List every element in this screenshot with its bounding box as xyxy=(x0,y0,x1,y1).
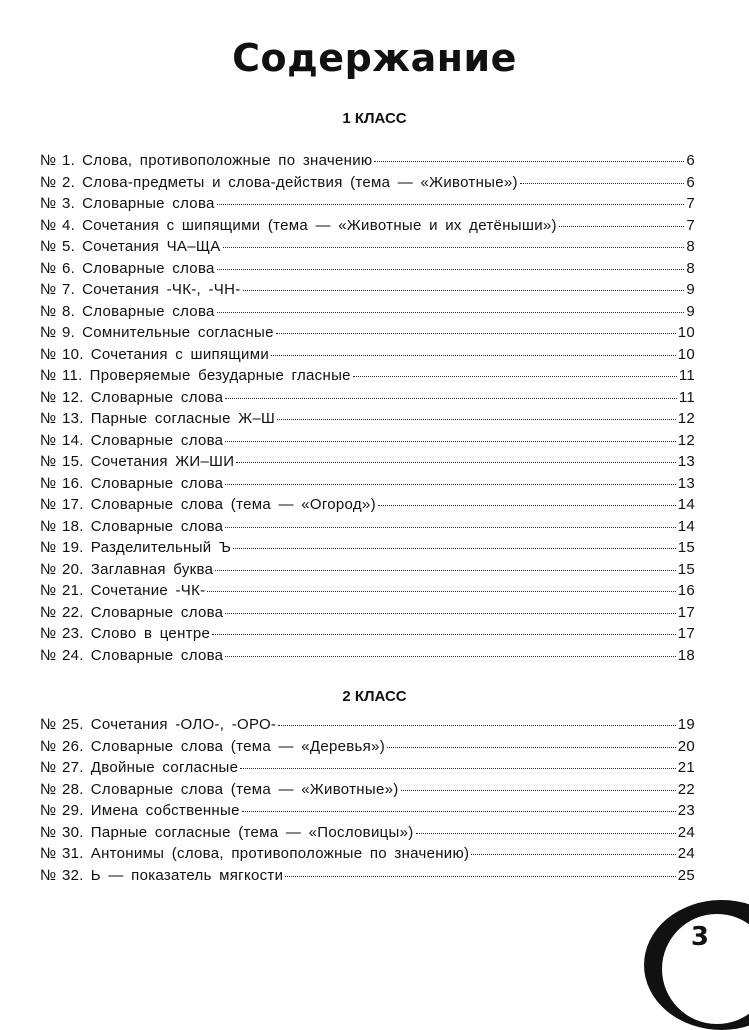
toc-number-symbol: № xyxy=(40,845,57,862)
toc-entry xyxy=(40,303,695,325)
toc-entry-number: 31. xyxy=(62,845,84,862)
toc-entry-title: Сочетания -ЧК-, -ЧН- xyxy=(82,281,241,298)
toc-dot-leader xyxy=(225,613,675,614)
toc-entry-number: 29. xyxy=(62,802,84,819)
toc-entry xyxy=(40,152,695,174)
toc-number-symbol: № xyxy=(40,625,57,642)
toc-number-symbol: № xyxy=(40,474,57,492)
toc-entry-page: 17 xyxy=(677,625,695,642)
toc-entry xyxy=(40,738,695,760)
toc-entry xyxy=(40,260,695,282)
toc-entry-number: 26. xyxy=(62,737,84,755)
toc-entry-number: 5. xyxy=(62,238,76,255)
toc-entry-number: 32. xyxy=(62,866,84,884)
toc-entry-title: Ь — показатель мягкости xyxy=(90,866,284,884)
toc-dot-leader xyxy=(217,269,685,270)
toc-entry-page: 8 xyxy=(686,238,695,255)
toc-entry-title: Двойные согласные xyxy=(90,759,239,776)
toc-entry xyxy=(40,195,695,217)
section-heading-grade-1: 1 КЛАСС xyxy=(342,110,407,127)
toc-entry-title: Слова, противоположные по значению xyxy=(82,152,373,169)
toc-number-symbol: № xyxy=(40,259,57,277)
toc-entry xyxy=(40,625,695,647)
toc-number-symbol: № xyxy=(40,324,57,341)
toc-entry-title: Словарные слова (тема — «Деревья») xyxy=(90,737,385,755)
toc-entry-page: 14 xyxy=(677,496,695,513)
toc-entry-page: 18 xyxy=(677,646,695,664)
toc-entry-page: 15 xyxy=(677,539,695,556)
toc-dot-leader xyxy=(374,161,684,162)
toc-entry-title: Парные согласные (тема — «Пословицы») xyxy=(90,823,414,841)
toc-entry-number: 15. xyxy=(62,453,84,470)
toc-dot-leader xyxy=(271,355,676,356)
toc-entry-number: 1. xyxy=(62,152,76,169)
toc-dot-leader xyxy=(387,747,676,748)
toc-number-symbol: № xyxy=(40,388,57,406)
toc-dot-leader xyxy=(225,484,675,485)
toc-number-symbol: № xyxy=(40,281,57,298)
toc-entry-title: Словарные слова xyxy=(90,603,224,621)
toc-entry-page: 11 xyxy=(678,367,695,384)
toc-entry-title: Слово в центре xyxy=(90,625,211,642)
toc-entry-number: 14. xyxy=(62,431,84,449)
toc-dot-leader xyxy=(471,854,675,855)
toc-entry-title: Словарные слова xyxy=(90,646,224,664)
toc-entry-title: Словарные слова xyxy=(82,259,215,277)
toc-entry-page: 23 xyxy=(677,802,695,819)
toc-entry xyxy=(40,539,695,561)
toc-entry-title: Антонимы (слова, противоположные по значению) xyxy=(90,845,470,862)
toc-entry xyxy=(40,518,695,540)
toc-entry-page: 24 xyxy=(677,823,695,841)
toc-entry xyxy=(40,604,695,626)
toc-entry xyxy=(40,238,695,260)
toc-entry-number: 13. xyxy=(62,410,84,427)
toc-entry xyxy=(40,453,695,475)
toc-number-symbol: № xyxy=(40,780,57,798)
toc-entry-number: 19. xyxy=(62,539,84,556)
toc-dot-leader xyxy=(278,725,676,726)
toc-entry-page: 25 xyxy=(677,866,695,884)
toc-entry-page: 6 xyxy=(686,152,695,169)
toc-entry-page: 12 xyxy=(677,410,695,427)
toc-entry xyxy=(40,561,695,583)
toc-number-symbol: № xyxy=(40,823,57,841)
toc-entry xyxy=(40,716,695,738)
toc-entry xyxy=(40,174,695,196)
toc-dot-leader xyxy=(225,656,675,657)
toc-dot-leader xyxy=(225,527,675,528)
toc-entry-title: Сочетания -ОЛО-, -ОРО- xyxy=(90,716,277,733)
toc-entry-title: Сочетания ЖИ–ШИ xyxy=(90,453,235,470)
toc-entry-page: 10 xyxy=(677,324,695,341)
toc-dot-leader xyxy=(212,634,676,635)
toc-dot-leader xyxy=(416,833,676,834)
toc-dot-leader xyxy=(285,876,675,877)
toc-number-symbol: № xyxy=(40,238,57,255)
toc-dot-leader xyxy=(242,811,676,812)
toc-entry-number: 6. xyxy=(62,259,76,277)
toc-entry-page: 11 xyxy=(678,388,695,406)
toc-entry-page: 20 xyxy=(677,737,695,755)
toc-entry xyxy=(40,475,695,497)
toc-number-symbol: № xyxy=(40,517,57,535)
toc-entry-number: 16. xyxy=(62,474,84,492)
toc-number-symbol: № xyxy=(40,603,57,621)
toc-entry xyxy=(40,281,695,303)
toc-entry-page: 6 xyxy=(686,173,695,191)
toc-dot-leader xyxy=(240,768,675,769)
toc-entry-title: Словарные слова xyxy=(90,388,224,406)
toc-dot-leader xyxy=(233,548,676,549)
toc-entry-title: Проверяемые безударные гласные xyxy=(89,367,351,384)
toc-entry-page: 19 xyxy=(677,716,695,733)
toc-dot-leader xyxy=(378,505,676,506)
toc-entry-page: 7 xyxy=(686,216,695,234)
toc-entry-page: 17 xyxy=(677,603,695,621)
toc-number-symbol: № xyxy=(40,582,57,599)
toc-number-symbol: № xyxy=(40,866,57,884)
toc-entry-title: Сочетания с шипящими (тема — «Животные и их детёныши») xyxy=(82,216,557,234)
toc-entry-number: 8. xyxy=(62,302,76,320)
toc-list-grade-2 xyxy=(40,716,695,888)
page-title: Содержание xyxy=(232,36,517,80)
toc-entry xyxy=(40,367,695,389)
toc-entry-title: Парные согласные Ж–Ш xyxy=(90,410,276,427)
toc-number-symbol: № xyxy=(40,431,57,449)
toc-dot-leader xyxy=(223,247,685,248)
toc-entry-title: Сомнительные согласные xyxy=(82,324,274,341)
toc-entry-title: Сочетание -ЧК- xyxy=(90,582,206,599)
section-heading-grade-2: 2 КЛАСС xyxy=(342,688,407,705)
toc-entry-number: 25. xyxy=(62,716,84,733)
toc-dot-leader xyxy=(276,333,676,334)
toc-number-symbol: № xyxy=(40,646,57,664)
toc-dot-leader xyxy=(207,591,675,592)
toc-entry-page: 21 xyxy=(677,759,695,776)
toc-list-grade-1 xyxy=(40,152,695,668)
toc-entry-number: 4. xyxy=(62,216,76,234)
toc-entry-page: 13 xyxy=(677,453,695,470)
toc-entry-number: 11. xyxy=(62,367,83,384)
toc-entry-title: Словарные слова xyxy=(82,195,215,212)
toc-number-symbol: № xyxy=(40,216,57,234)
toc-entry xyxy=(40,582,695,604)
toc-entry-number: 22. xyxy=(62,603,84,621)
toc-entry xyxy=(40,432,695,454)
toc-entry-title: Сочетания с шипящими xyxy=(90,345,270,363)
toc-entry-title: Словарные слова (тема — «Огород») xyxy=(90,496,376,513)
toc-number-symbol: № xyxy=(40,410,57,427)
toc-dot-leader xyxy=(217,204,685,205)
toc-entry-title: Словарные слова xyxy=(90,474,224,492)
toc-number-symbol: № xyxy=(40,560,57,578)
toc-dot-leader xyxy=(236,462,675,463)
toc-entry-number: 10. xyxy=(62,345,84,363)
toc-entry-title: Имена собственные xyxy=(90,802,240,819)
toc-dot-leader xyxy=(225,441,675,442)
toc-entry-number: 17. xyxy=(62,496,84,513)
toc-entry xyxy=(40,867,695,889)
toc-entry-number: 20. xyxy=(62,560,84,578)
toc-entry-number: 21. xyxy=(62,582,84,599)
toc-dot-leader xyxy=(215,570,675,571)
toc-entry-page: 15 xyxy=(677,560,695,578)
toc-entry-title: Словарные слова xyxy=(82,302,215,320)
toc-entry-number: 30. xyxy=(62,823,84,841)
toc-number-symbol: № xyxy=(40,539,57,556)
page-corner-decoration xyxy=(644,900,749,1030)
toc-number-symbol: № xyxy=(40,302,57,320)
toc-entry xyxy=(40,217,695,239)
toc-entry-number: 24. xyxy=(62,646,84,664)
toc-entry-number: 3. xyxy=(62,195,76,212)
toc-entry-page: 10 xyxy=(677,345,695,363)
toc-entry xyxy=(40,647,695,669)
toc-entry-page: 16 xyxy=(677,582,695,599)
toc-entry-number: 18. xyxy=(62,517,84,535)
toc-entry-title: Словарные слова xyxy=(90,431,224,449)
toc-entry-page: 8 xyxy=(686,259,695,277)
toc-entry-number: 27. xyxy=(62,759,84,776)
toc-entry-number: 9. xyxy=(62,324,76,341)
toc-dot-leader xyxy=(559,226,685,227)
toc-entry-number: 12. xyxy=(62,388,84,406)
toc-dot-leader xyxy=(277,419,676,420)
toc-dot-leader xyxy=(401,790,676,791)
toc-dot-leader xyxy=(217,312,685,313)
toc-entry-number: 2. xyxy=(62,173,76,191)
toc-entry-number: 7. xyxy=(62,281,76,298)
toc-entry-page: 7 xyxy=(686,195,695,212)
toc-number-symbol: № xyxy=(40,716,57,733)
toc-entry-title: Словарные слова (тема — «Животные») xyxy=(90,780,399,798)
toc-entry-number: 28. xyxy=(62,780,84,798)
toc-dot-leader xyxy=(225,398,677,399)
toc-number-symbol: № xyxy=(40,173,57,191)
toc-number-symbol: № xyxy=(40,496,57,513)
toc-entry-page: 24 xyxy=(677,845,695,862)
toc-number-symbol: № xyxy=(40,152,57,169)
toc-entry-title: Заглавная буква xyxy=(90,560,214,578)
toc-entry xyxy=(40,781,695,803)
toc-number-symbol: № xyxy=(40,759,57,776)
toc-entry-title: Словарные слова xyxy=(90,517,224,535)
toc-number-symbol: № xyxy=(40,737,57,755)
toc-entry xyxy=(40,802,695,824)
toc-dot-leader xyxy=(520,183,685,184)
toc-number-symbol: № xyxy=(40,345,57,363)
toc-entry xyxy=(40,389,695,411)
toc-entry xyxy=(40,824,695,846)
toc-entry-page: 12 xyxy=(677,431,695,449)
toc-number-symbol: № xyxy=(40,453,57,470)
toc-entry-page: 9 xyxy=(686,281,695,298)
toc-entry-title: Сочетания ЧА–ЩА xyxy=(82,238,221,255)
toc-entry-number: 23. xyxy=(62,625,84,642)
toc-entry-page: 22 xyxy=(677,780,695,798)
toc-entry xyxy=(40,410,695,432)
toc-entry xyxy=(40,845,695,867)
toc-entry xyxy=(40,324,695,346)
toc-entry-title: Слова-предметы и слова-действия (тема — «Животные») xyxy=(82,173,518,191)
page-number: 3 xyxy=(690,922,709,952)
toc-entry xyxy=(40,496,695,518)
toc-entry-title: Разделительный Ъ xyxy=(90,539,232,556)
toc-dot-leader xyxy=(353,376,677,377)
toc-number-symbol: № xyxy=(40,195,57,212)
toc-entry-page: 14 xyxy=(677,517,695,535)
toc-entry xyxy=(40,346,695,368)
toc-number-symbol: № xyxy=(40,802,57,819)
toc-entry-page: 9 xyxy=(686,302,695,320)
toc-entry xyxy=(40,759,695,781)
toc-entry-page: 13 xyxy=(677,474,695,492)
toc-dot-leader xyxy=(243,290,685,291)
toc-number-symbol: № xyxy=(40,367,57,384)
